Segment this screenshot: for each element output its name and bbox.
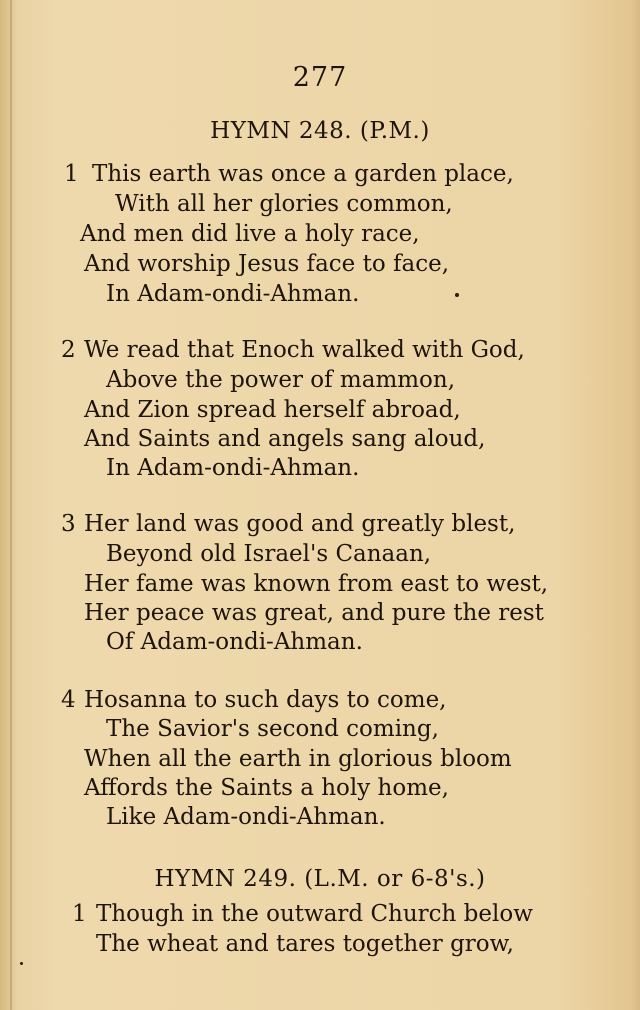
verse-line: Beyond old Israel's Canaan, [106, 541, 432, 567]
verse-line: And worship Jesus face to face, [84, 251, 450, 277]
gutter-shadow [10, 0, 12, 1010]
verse-line: And Zion spread herself abroad, [84, 397, 461, 423]
verse-line: The Savior's second coming, [106, 716, 439, 742]
verse-line: In Adam-ondi-Ahman. [106, 455, 360, 481]
page-number: 277 [292, 62, 348, 93]
verse-number: 1 [72, 901, 87, 927]
verse-line: We read that Enoch walked with God, [84, 337, 525, 363]
verse-line: Hosanna to such days to come, [84, 687, 447, 713]
verse-number: 1 [64, 161, 79, 187]
ink-speck [20, 962, 23, 965]
verse-line: The wheat and tares together grow, [96, 931, 514, 957]
verse-line: Of Adam-ondi-Ahman. [106, 629, 363, 655]
verse-line: Like Adam-ondi-Ahman. [106, 804, 386, 830]
verse-line: And men did live a holy race, [80, 221, 420, 247]
verse-line: Above the power of mammon, [106, 367, 456, 393]
verse-line: And Saints and angels sang aloud, [84, 426, 486, 452]
ink-speck [455, 293, 459, 297]
hymn-249-title: HYMN 249. (L.M. or 6-8's.) [154, 866, 486, 892]
verse-line: This earth was once a garden place, [92, 161, 514, 187]
verse-line: Though in the outward Church below [96, 901, 533, 927]
verse-line: Her fame was known from east to west, [84, 571, 549, 597]
verse-number: 2 [61, 337, 76, 363]
verse-line: In Adam-ondi-Ahman. [106, 281, 360, 307]
verse-line: When all the earth in glorious bloom [84, 746, 512, 772]
verse-number: 3 [61, 511, 76, 537]
hymn-248-title: HYMN 248. (P.M.) [210, 118, 430, 144]
verse-line: Her peace was great, and pure the rest [84, 600, 544, 626]
verse-line: With all her glories common, [115, 191, 453, 217]
verse-line: Her land was good and greatly blest, [84, 511, 516, 537]
verse-number: 4 [61, 687, 76, 713]
verse-line: Affords the Saints a holy home, [84, 775, 449, 801]
